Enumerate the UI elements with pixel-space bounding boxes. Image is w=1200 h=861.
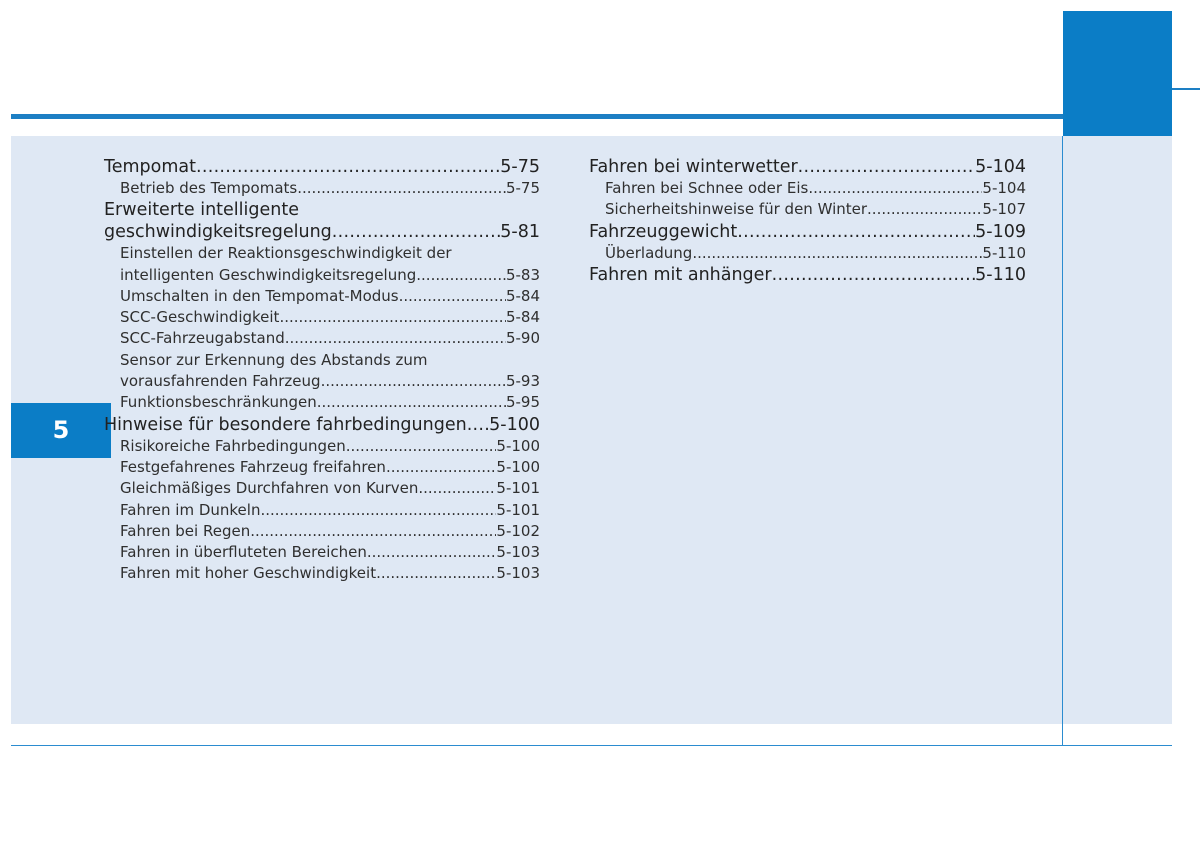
toc-leader — [798, 156, 975, 178]
toc-entry-title: Umschalten in den Tempomat-Modus — [120, 286, 399, 305]
toc-leader — [317, 392, 506, 413]
toc-leader — [346, 436, 497, 457]
toc-entry-page: 5-93 — [505, 372, 540, 391]
toc-entry-sicherheit[interactable] — [589, 199, 1026, 220]
toc-entry-title: Fahren bei Regen — [120, 521, 251, 540]
toc-entry-page: 5-81 — [500, 222, 540, 243]
toc-entry-title: geschwindigkeitsregelung — [104, 222, 332, 243]
toc-entry-umschalten[interactable] — [104, 286, 540, 307]
header-rule — [11, 114, 1063, 119]
toc-entry-kurven[interactable] — [104, 478, 540, 499]
toc-entry-sensor-line1[interactable]: Sensor zur Erkennung des Abstands zum — [120, 350, 428, 369]
toc-entry-sensor[interactable] — [104, 371, 540, 392]
toc-column-left — [104, 156, 540, 585]
toc-entry-anhaenger[interactable] — [589, 264, 1026, 286]
toc-entry-title: Sicherheitshinweise für den Winter — [605, 200, 868, 219]
toc-leader — [418, 478, 496, 499]
toc-entry-page: 5-95 — [505, 393, 540, 412]
toc-entry-page: 5-84 — [505, 308, 540, 327]
toc-entry-title: Fahren im Dunkeln — [120, 500, 261, 519]
toc-leader — [279, 307, 506, 328]
toc-leader — [297, 178, 506, 199]
toc-entry-page: 5-107 — [982, 200, 1026, 219]
toc-entry-title: SCC-Fahrzeugabstand — [120, 329, 285, 348]
toc-entry-title: Tempomat — [104, 157, 196, 177]
toc-entry-title: Risikoreiche Fahrbedingungen — [120, 436, 346, 455]
toc-leader — [196, 156, 500, 178]
toc-entry-ueberflutet[interactable] — [104, 542, 540, 563]
toc-entry-page: 5-83 — [505, 265, 540, 284]
toc-entry-page: 5-84 — [505, 286, 540, 305]
toc-leader — [250, 521, 496, 542]
toc-entry-title: Betrieb des Tempomats — [120, 179, 298, 197]
toc-entry-hinweise[interactable] — [104, 414, 540, 436]
chapter-number: 5 — [52, 416, 70, 444]
toc-entry-risiko[interactable] — [104, 436, 540, 457]
toc-entry-title: Gleichmäßiges Durchfahren von Kurven — [120, 479, 419, 498]
toc-entry-scc[interactable] — [104, 221, 540, 243]
toc-entry-scc-speed[interactable] — [104, 307, 540, 328]
toc-entry-page: 5-102 — [496, 521, 540, 540]
toc-leader — [737, 221, 975, 243]
toc-leader — [321, 371, 506, 392]
toc-entry-regen[interactable] — [104, 521, 540, 542]
toc-entry-page: 5-104 — [975, 157, 1026, 177]
footer-rule — [11, 745, 1172, 746]
toc-entry-ueberladung[interactable] — [589, 243, 1026, 264]
toc-entry-title: Fahren mit hoher Geschwindigkeit — [120, 564, 377, 583]
toc-entry-einstellen[interactable] — [104, 265, 540, 286]
toc-leader — [867, 199, 982, 220]
toc-leader — [808, 178, 982, 199]
toc-entry-title: vorausfahrenden Fahrzeug — [120, 372, 321, 391]
toc-entry-page: 5-110 — [982, 243, 1026, 262]
toc-entry-title: Fahren bei winterwetter — [589, 157, 798, 177]
toc-leader — [399, 286, 506, 307]
toc-leader — [416, 265, 506, 286]
toc-entry-betrieb[interactable] — [104, 178, 540, 199]
toc-entry-einstellen-line1[interactable]: Einstellen der Reaktionsgeschwindigkeit der — [120, 244, 452, 263]
toc-entry-page: 5-110 — [975, 264, 1026, 285]
toc-leader — [467, 414, 489, 436]
toc-entry-title: Fahrzeuggewicht — [589, 221, 738, 242]
toc-entry-tempomat[interactable] — [104, 156, 540, 178]
toc-entry-page: 5-90 — [505, 329, 540, 348]
toc-entry-page: 5-109 — [975, 221, 1026, 242]
toc-entry-title: Festgefahrenes Fahrzeug freifahren — [120, 457, 386, 476]
toc-entry-title: Fahren bei Schnee oder Eis — [605, 179, 809, 197]
toc-leader — [692, 243, 982, 264]
toc-entry-page: 5-103 — [496, 543, 540, 562]
toc-entry-page: 5-104 — [982, 179, 1026, 197]
toc-entry-scc-distance[interactable] — [104, 328, 540, 349]
toc-entry-scc-line1[interactable]: Erweiterte intelligente — [104, 200, 299, 221]
corner-tick-mark — [1172, 88, 1200, 90]
corner-color-block — [1063, 11, 1172, 136]
toc-entry-festgefahren[interactable] — [104, 457, 540, 478]
toc-leader — [367, 542, 497, 563]
toc-entry-page: 5-100 — [496, 457, 540, 476]
toc-entry-title: Fahren mit anhänger — [589, 264, 772, 285]
toc-entry-hoher[interactable] — [104, 563, 540, 584]
toc-entry-title: SCC-Geschwindigkeit — [120, 308, 280, 327]
toc-entry-page: 5-103 — [496, 564, 540, 583]
toc-column-right — [589, 156, 1026, 286]
toc-entry-funktion[interactable] — [104, 392, 540, 413]
toc-leader — [772, 264, 976, 286]
toc-entry-title: Hinweise für besondere fahrbedingungen — [104, 414, 467, 435]
toc-entry-page: 5-101 — [496, 500, 540, 519]
toc-entry-title: Funktionsbeschränkungen — [120, 393, 317, 412]
toc-leader — [260, 500, 496, 521]
toc-entry-dunkeln[interactable] — [104, 500, 540, 521]
toc-leader — [332, 221, 501, 243]
toc-entry-page: 5-101 — [496, 479, 540, 498]
toc-entry-page: 5-100 — [496, 436, 540, 455]
toc-entry-gewicht[interactable] — [589, 221, 1026, 243]
toc-entry-title: Überladung — [605, 243, 693, 262]
toc-entry-winter[interactable] — [589, 156, 1026, 178]
chapter-tab — [11, 403, 111, 458]
toc-leader — [376, 563, 496, 584]
margin-rule — [1062, 136, 1063, 746]
toc-entry-title: intelligenten Geschwindigkeitsregelung — [120, 265, 417, 284]
toc-entry-title: Fahren in überfluteten Bereichen — [120, 543, 367, 562]
toc-leader — [386, 457, 496, 478]
toc-leader — [285, 328, 506, 349]
toc-entry-page: 5-75 — [505, 179, 540, 197]
toc-entry-schnee[interactable] — [589, 178, 1026, 199]
toc-entry-page: 5-100 — [489, 414, 540, 435]
toc-entry-page: 5-75 — [500, 157, 540, 177]
